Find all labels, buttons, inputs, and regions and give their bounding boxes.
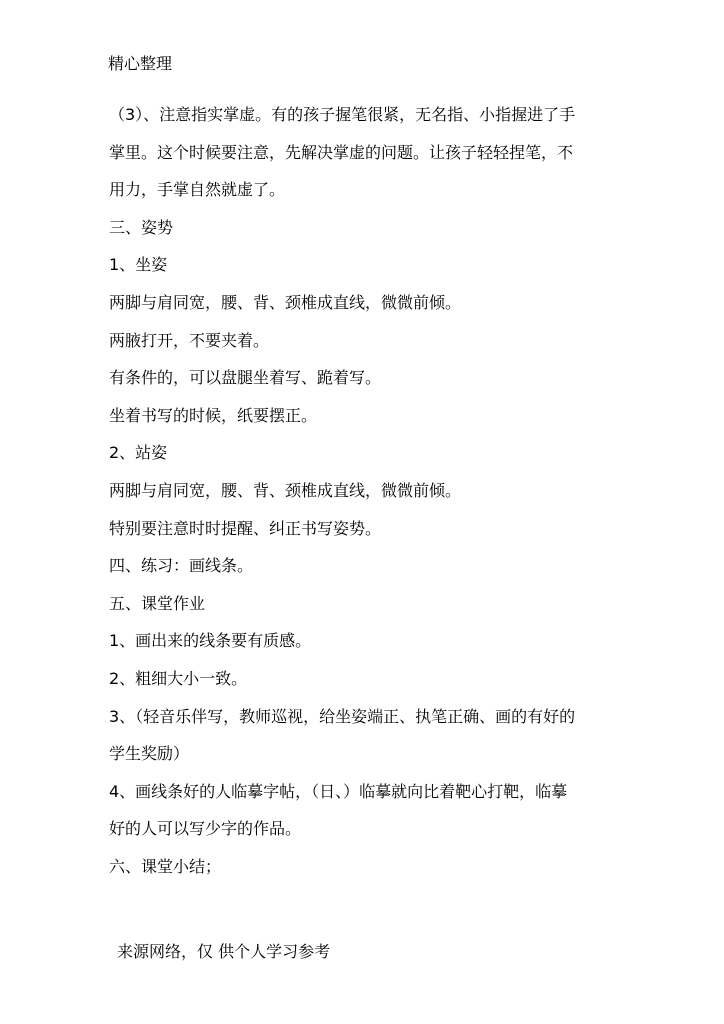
list-item-continuation: 好的人可以写少字的作品。 (109, 819, 302, 839)
page-footer: 来源网络，仅 供个人学习参考 (117, 942, 331, 961)
list-item: 2、粗细大小一致。 (109, 668, 248, 688)
paragraph-line: 掌里。这个时候要注意，先解决掌虚的问题。让孩子轻轻捏笔，不 (109, 142, 574, 162)
list-item: 1、画出来的线条要有质感。 (109, 631, 312, 651)
subsection-heading: 2、站姿 (109, 443, 168, 463)
paragraph-line: 两腋打开，不要夹着。 (109, 330, 270, 350)
page-header: 精心整理 (108, 54, 173, 73)
paragraph-line: 有条件的，可以盘腿坐着写、跪着写。 (109, 368, 382, 388)
section-heading: 四、练习：画线条。 (109, 556, 254, 576)
paragraph-line: （3）、注意指实掌虚。有的孩子握笔很紧，无名指、小指握进了手 (109, 105, 576, 124)
subsection-heading: 1、坐姿 (109, 255, 168, 275)
section-heading: 五、课堂作业 (109, 593, 206, 613)
list-item: 3、（轻音乐伴写，教师巡视，给坐姿端正、执笔正确、画的有好的 (109, 706, 576, 726)
paragraph-line: 用力，手掌自然就虚了。 (109, 180, 286, 200)
paragraph-line: 两脚与肩同宽，腰、背、颈椎成直线，微微前倾。 (109, 480, 462, 500)
section-heading: 六、课堂小结； (109, 856, 222, 876)
paragraph-line: 两脚与肩同宽，腰、背、颈椎成直线，微微前倾。 (109, 292, 462, 312)
list-item: 4、画线条好的人临摹字帖，（日、）临摹就向比着靶心打靶，临摹 (109, 781, 568, 801)
paragraph-line: 坐着书写的时候，纸要摆正。 (109, 405, 318, 425)
section-heading: 三、姿势 (109, 217, 174, 237)
paragraph-line: 特别要注意时时提醒、纠正书写姿势。 (109, 518, 382, 538)
list-item-continuation: 学生奖励） (109, 744, 190, 764)
document-body (109, 96, 619, 885)
